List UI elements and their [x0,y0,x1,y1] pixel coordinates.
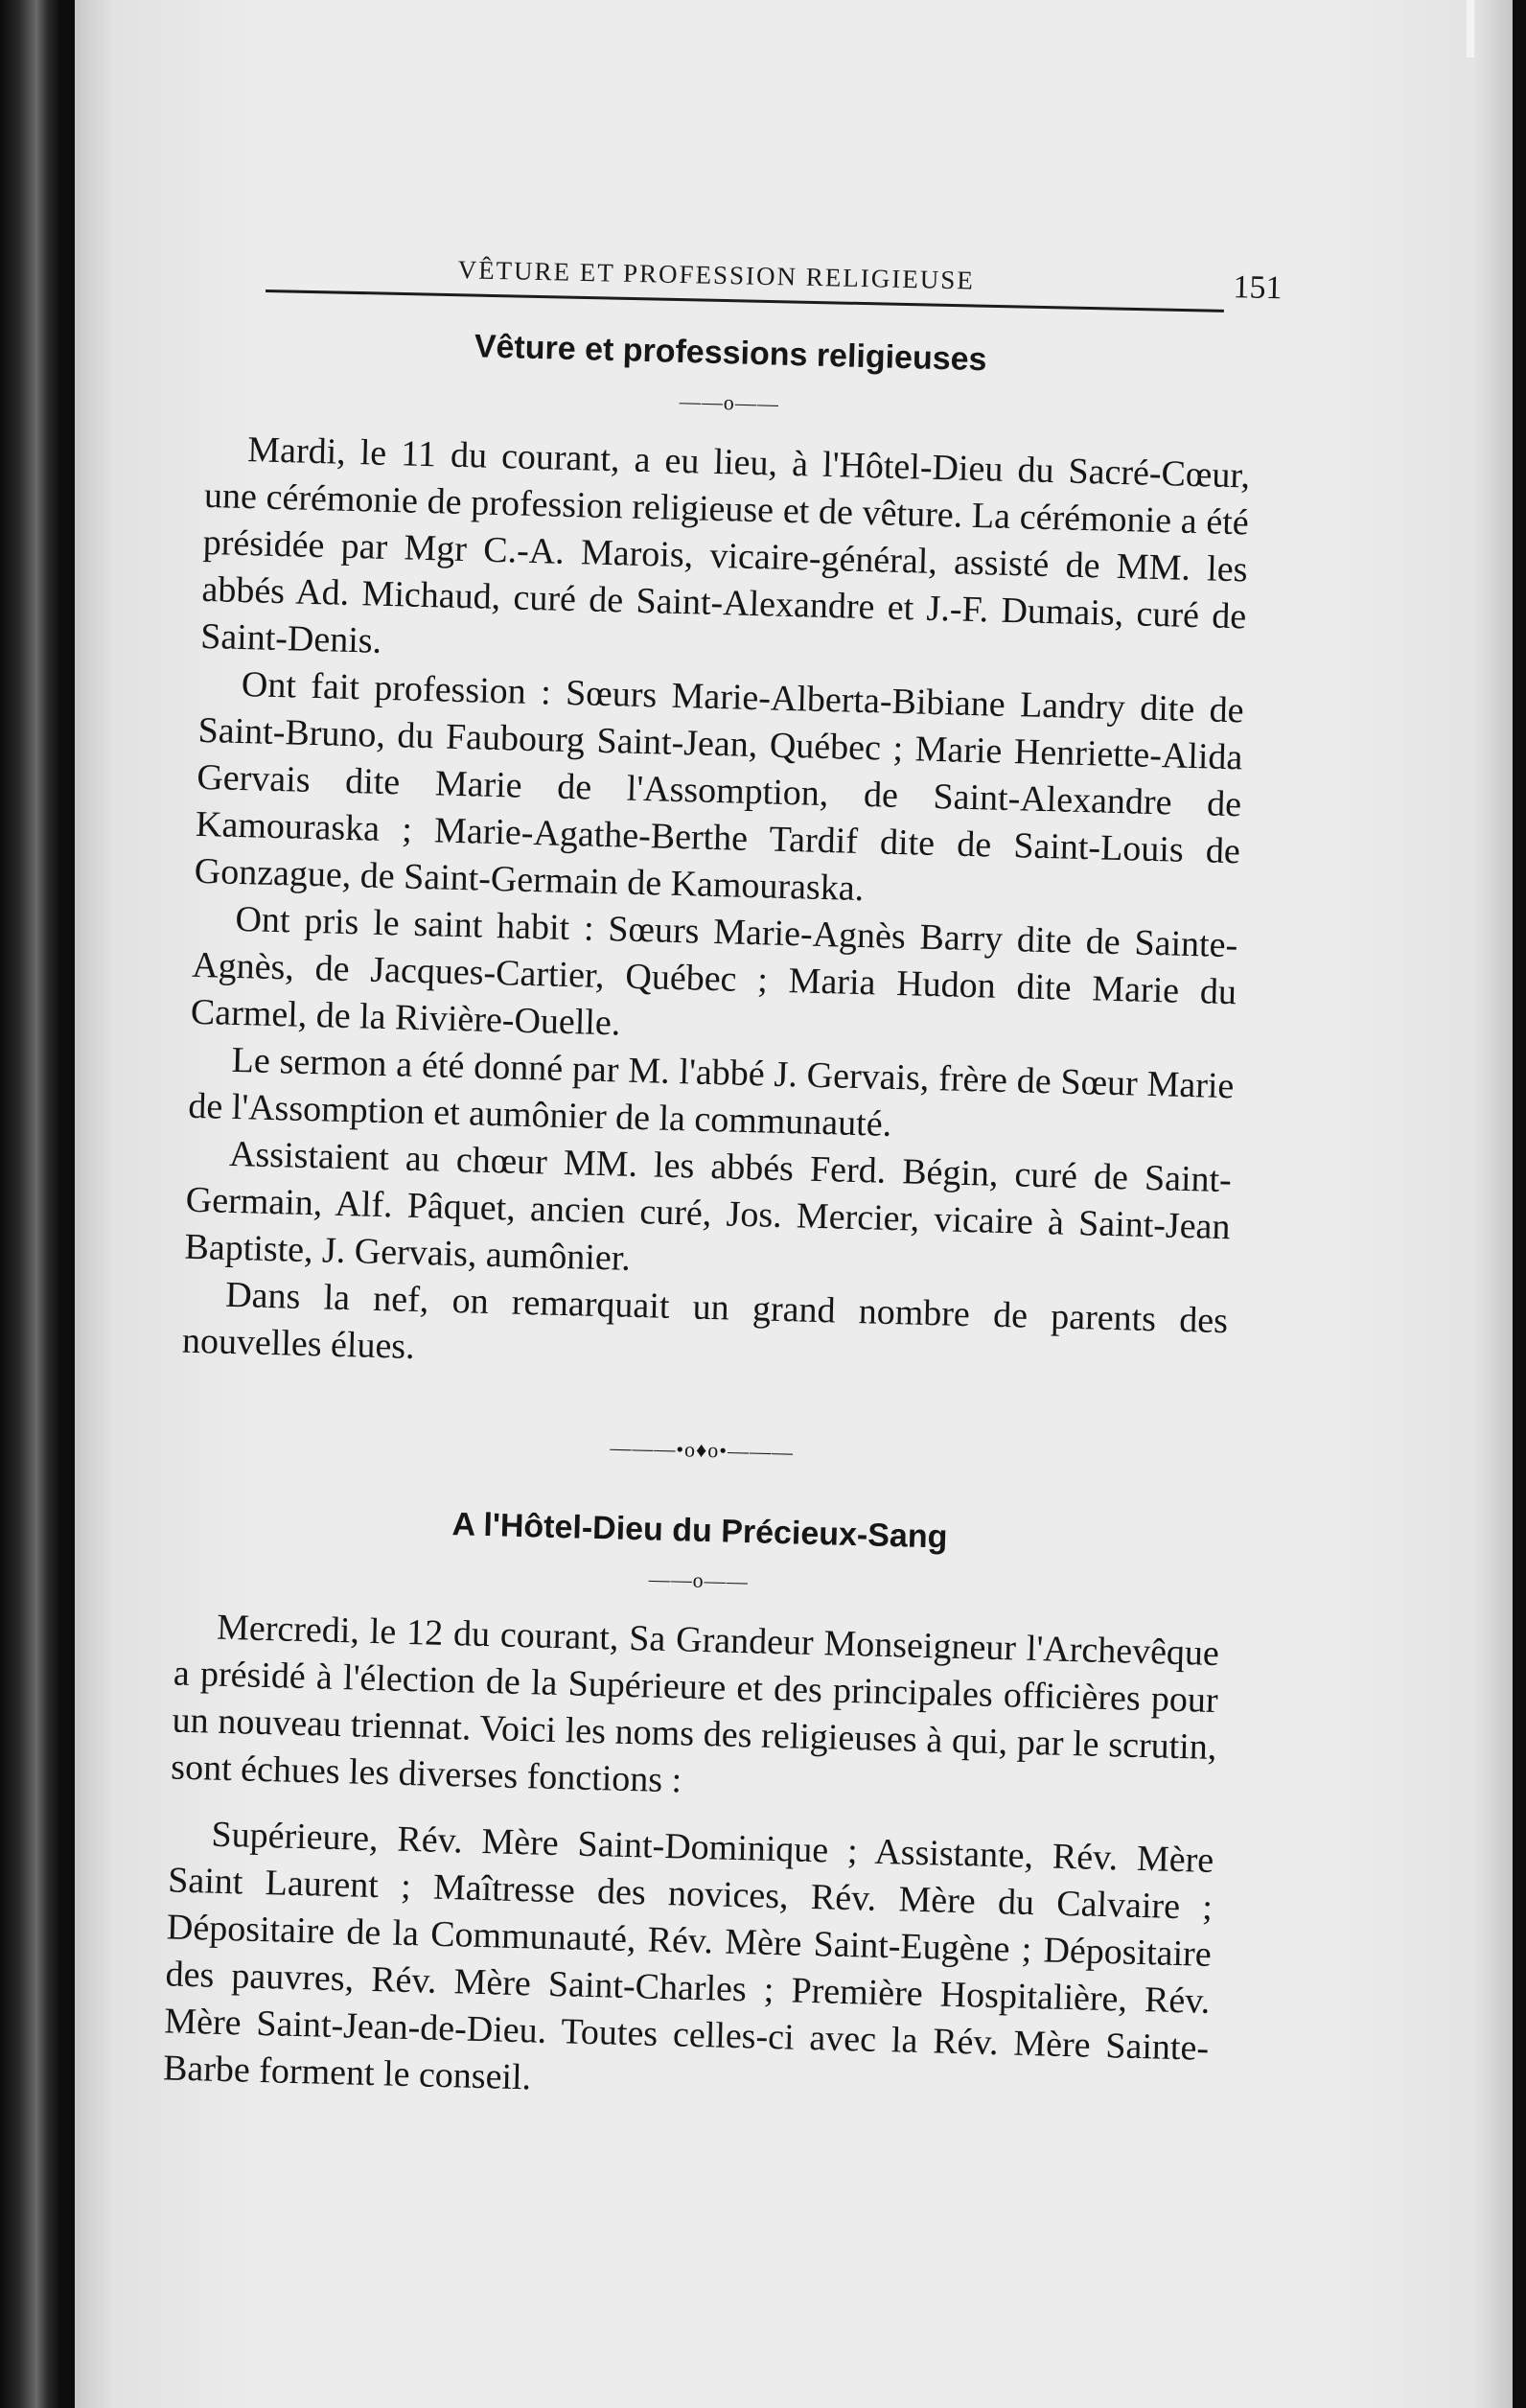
title-ornament: ——o—— [679,388,780,416]
section-title-veture: Vêture et professions religieuses [474,328,987,379]
paragraph: Mardi, le 11 du courant, a eu lieu, à l'Hôtel-Dieu du Sacré-Cœur, une cérémonie de profession religieuse et de vêture. La cérémonie a été présidée par Mgr C.-A. Marois, vicaire-général, assisté de MM. les abbés Ad. Michaud, curé de Saint-Alexandre et J.-F. Dumais, curé de Saint-Denis. [199,429,1251,661]
page-edge-mark [1467,0,1474,58]
section-title-hotel-dieu: A l'Hôtel-Dieu du Précieux-Sang [451,1506,948,1556]
section-divider: ———•o♦o•——— [610,1435,795,1465]
facing-page-edge [0,0,59,2408]
paragraph: Ont fait profession : Sœurs Marie-Alberta-Bibiane Landry dite de Saint-Bruno, du Faubourg Saint-Jean, Québec ; Marie Henriette-Alida Gervais dite Marie de l'Assomption, de Saint-Alexandre de Kamouraska ; Marie-Agathe-Berthe Tardif dite de Saint-Louis de Gonzague, de Saint-Germain de Kamouraska. [194,664,1245,910]
title-ornament: ——o—— [648,1566,749,1594]
running-head: VÊTURE ET PROFESSION RELIGIEUSE [457,255,976,295]
paragraph: Supérieure, Rév. Mère Saint-Dominique ; Assistante, Rév. Mère Saint Laurent ; Maîtresse des novices, Rév. Mère du Calvaire ; Dépositaire de la Communauté, Rév. Mère Saint-Eugène ; Dépositaire des pauvres, Rév. Mère Saint-Charles ; Première Hospitalière, Rév. Mère Saint-Jean-de-Dieu. Toutes celles-ci avec la Rév. Mère Sainte-Barbe forment le conseil. [162,1814,1214,2098]
book-page [75,0,1513,2408]
page-header [266,251,1283,330]
header-rule [266,289,1224,313]
page-number: 151 [1233,269,1283,307]
paragraph: Ont pris le saint habit : Sœurs Marie-Agnès Barry dite de Sainte-Agnès, de Jacques-Cartier, Québec ; Maria Hudon dite Marie du Carmel, de la Rivière-Ouelle. [190,898,1238,1044]
paragraph: Mercredi, le 12 du courant, Sa Grandeur Monseigneur l'Archevêque a présidé à l'élection de la Supérieure et des principales officières pour un nouveau triennat. Voici les noms des religieuses à qui, par le scrutin, sont échues les diverses fonctions : [170,1607,1220,1801]
paragraph: Dans la nef, on remarquait un grand nombre de parents des nouvelles élues. [181,1274,1229,1367]
paragraph: Assistaient au chœur MM. les abbés Ferd. Bégin, curé de Saint-Germain, Alf. Pâquet, ancien curé, Jos. Mercier, vicaire à Saint-Jean Baptiste, J. Gervais, aumônier. [184,1133,1233,1279]
paragraph: Le sermon a été donné par M. l'abbé J. Gervais, frère de Sœur Marie de l'Assomption et aumônier de la communauté. [187,1039,1235,1145]
page-body [162,316,1253,2119]
